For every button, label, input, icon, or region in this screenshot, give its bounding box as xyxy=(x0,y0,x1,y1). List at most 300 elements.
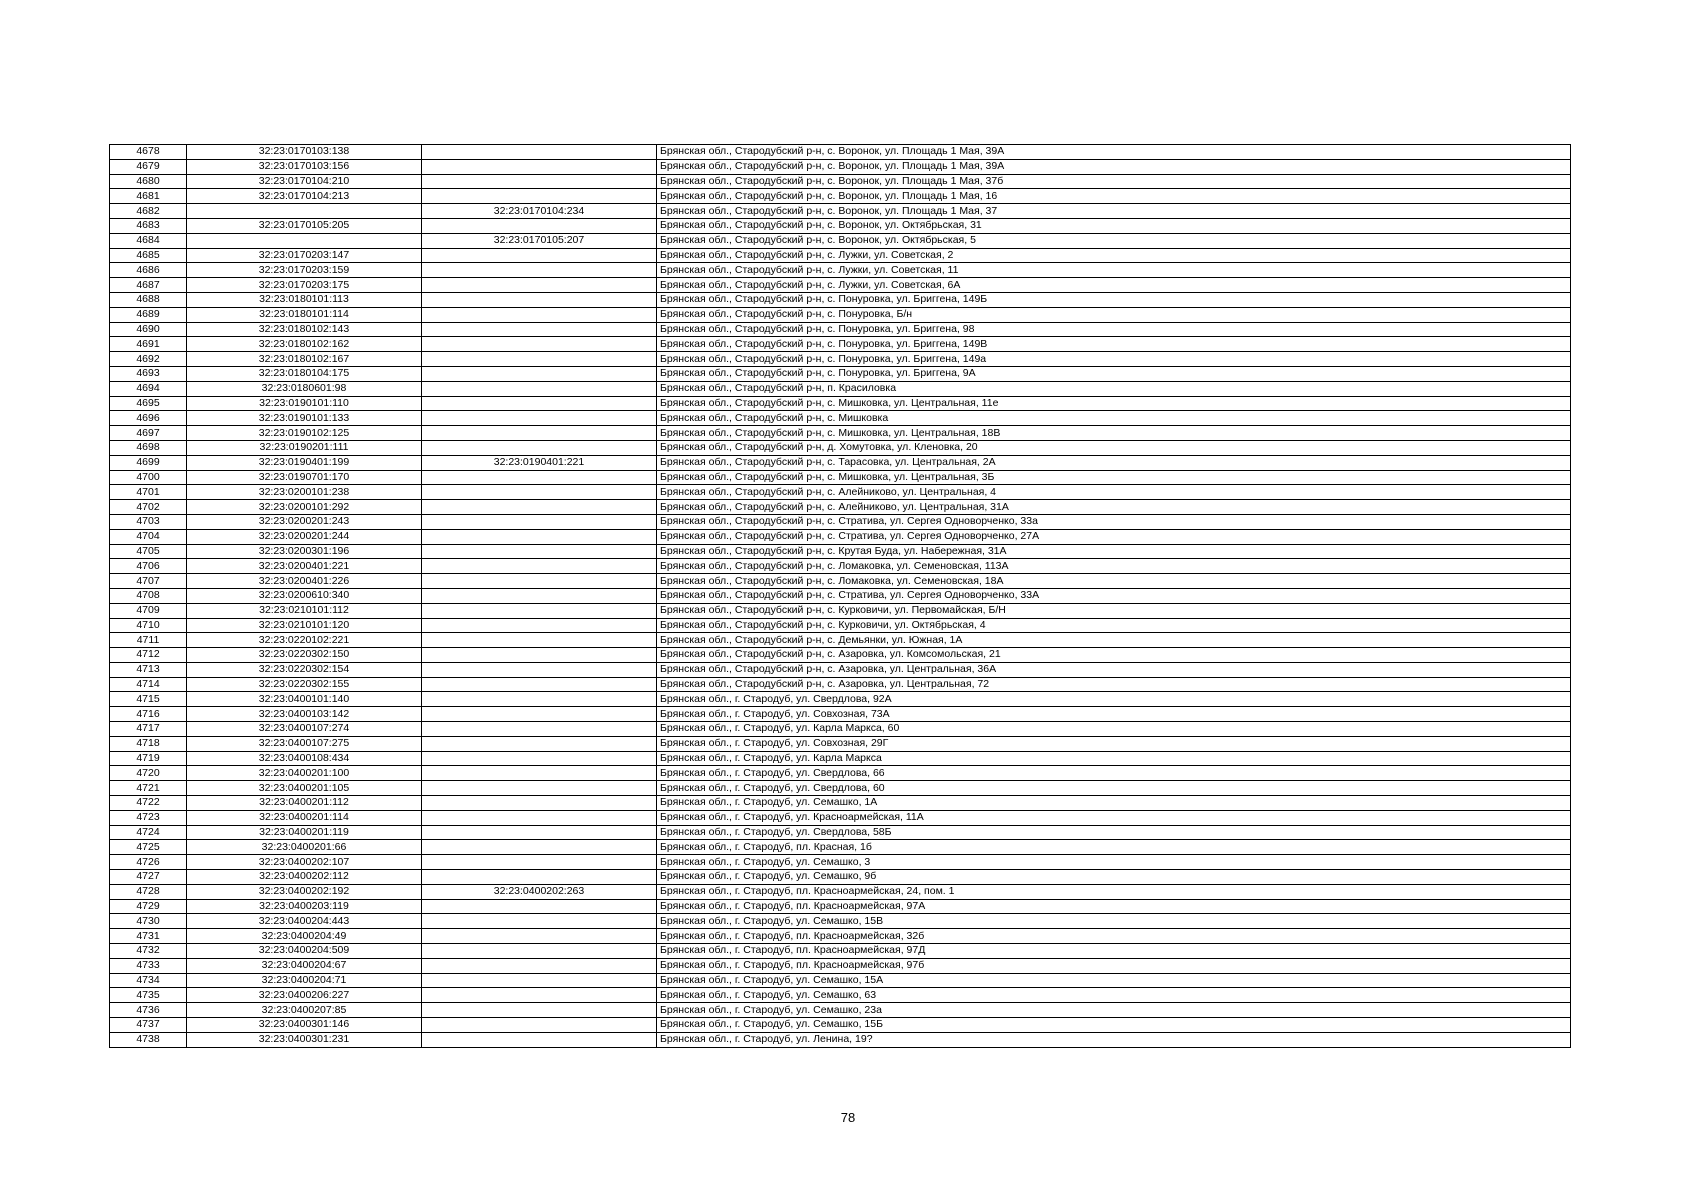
row-number-cell: 4691 xyxy=(110,337,187,352)
table-row xyxy=(110,944,1571,959)
table-row xyxy=(110,899,1571,914)
address-cell: Брянская обл., г. Стародуб, ул. Ленина, 19? xyxy=(657,1032,1571,1047)
table-row xyxy=(110,618,1571,633)
address-cell: Брянская обл., Стародубский р-н, с. Мишковка xyxy=(657,411,1571,426)
cadastral-number-cell: 32:23:0400204:71 xyxy=(187,973,422,988)
row-number-cell: 4718 xyxy=(110,736,187,751)
address-cell: Брянская обл., Стародубский р-н, с. Лужки, ул. Советская, 2 xyxy=(657,248,1571,263)
cadastral-number-cell: 32:23:0400203:119 xyxy=(187,899,422,914)
address-cell: Брянская обл., Стародубский р-н, с. Лужки, ул. Советская, 6А xyxy=(657,278,1571,293)
row-number-cell: 4680 xyxy=(110,174,187,189)
linked-cadastral-number-cell xyxy=(422,352,657,367)
row-number-cell: 4722 xyxy=(110,796,187,811)
address-cell: Брянская обл., Стародубский р-н, с. Мишковка, ул. Центральная, 3Б xyxy=(657,470,1571,485)
linked-cadastral-number-cell xyxy=(422,781,657,796)
cadastral-number-cell: 32:23:0170104:210 xyxy=(187,174,422,189)
table-row xyxy=(110,204,1571,219)
cadastral-number-cell: 32:23:0200301:196 xyxy=(187,544,422,559)
row-number-cell: 4714 xyxy=(110,677,187,692)
cadastral-number-cell: 32:23:0400204:49 xyxy=(187,929,422,944)
table-row xyxy=(110,840,1571,855)
linked-cadastral-number-cell xyxy=(422,929,657,944)
address-cell: Брянская обл., г. Стародуб, ул. Семашко, 3 xyxy=(657,855,1571,870)
table-row xyxy=(110,159,1571,174)
address-cell: Брянская обл., Стародубский р-н, с. Воронок, ул. Площадь 1 Мая, 39А xyxy=(657,145,1571,160)
cadastral-number-cell: 32:23:0180102:162 xyxy=(187,337,422,352)
table-row xyxy=(110,500,1571,515)
linked-cadastral-number-cell: 32:23:0190401:221 xyxy=(422,455,657,470)
cadastral-number-cell: 32:23:0400201:105 xyxy=(187,781,422,796)
address-cell: Брянская обл., Стародубский р-н, с. Воронок, ул. Площадь 1 Мая, 16 xyxy=(657,189,1571,204)
cadastral-number-cell: 32:23:0400204:67 xyxy=(187,958,422,973)
cadastral-number-cell: 32:23:0190101:133 xyxy=(187,411,422,426)
cadastral-number-cell: 32:23:0190401:199 xyxy=(187,455,422,470)
cadastral-number-cell: 32:23:0210101:120 xyxy=(187,618,422,633)
cadastral-number-cell: 32:23:0400108:434 xyxy=(187,751,422,766)
linked-cadastral-number-cell xyxy=(422,914,657,929)
row-number-cell: 4698 xyxy=(110,440,187,455)
address-cell: Брянская обл., г. Стародуб, пл. Красноармейская, 97Д xyxy=(657,944,1571,959)
address-cell: Брянская обл., г. Стародуб, ул. Семашко, 63 xyxy=(657,988,1571,1003)
address-cell: Брянская обл., г. Стародуб, ул. Карла Маркса xyxy=(657,751,1571,766)
cadastral-number-cell: 32:23:0190102:125 xyxy=(187,426,422,441)
row-number-cell: 4688 xyxy=(110,292,187,307)
table-row xyxy=(110,337,1571,352)
row-number-cell: 4687 xyxy=(110,278,187,293)
cadastral-number-cell: 32:23:0400201:119 xyxy=(187,825,422,840)
linked-cadastral-number-cell xyxy=(422,633,657,648)
cadastral-number-cell: 32:23:0200401:221 xyxy=(187,559,422,574)
address-cell: Брянская обл., Стародубский р-н, с. Понуровка, ул. Бриггена, 149Б xyxy=(657,292,1571,307)
address-cell: Брянская обл., г. Стародуб, ул. Семашко, 15А xyxy=(657,973,1571,988)
table-row xyxy=(110,707,1571,722)
address-cell: Брянская обл., Стародубский р-н, с. Стратива, ул. Сергея Одноворченко, 27А xyxy=(657,529,1571,544)
address-cell: Брянская обл., г. Стародуб, пл. Красноармейская, 32б xyxy=(657,929,1571,944)
table-row xyxy=(110,189,1571,204)
linked-cadastral-number-cell xyxy=(422,677,657,692)
linked-cadastral-number-cell xyxy=(422,411,657,426)
linked-cadastral-number-cell xyxy=(422,263,657,278)
address-cell: Брянская обл., Стародубский р-н, с. Крутая Буда, ул. Набережная, 31А xyxy=(657,544,1571,559)
cadastral-number-cell: 32:23:0400201:112 xyxy=(187,796,422,811)
table-row xyxy=(110,973,1571,988)
address-cell: Брянская обл., г. Стародуб, ул. Свердлова, 92А xyxy=(657,692,1571,707)
row-number-cell: 4710 xyxy=(110,618,187,633)
linked-cadastral-number-cell xyxy=(422,396,657,411)
linked-cadastral-number-cell xyxy=(422,988,657,1003)
row-number-cell: 4696 xyxy=(110,411,187,426)
table-row xyxy=(110,796,1571,811)
table-row xyxy=(110,988,1571,1003)
row-number-cell: 4708 xyxy=(110,588,187,603)
linked-cadastral-number-cell xyxy=(422,292,657,307)
row-number-cell: 4693 xyxy=(110,366,187,381)
table-row xyxy=(110,529,1571,544)
address-cell: Брянская обл., Стародубский р-н, д. Хомутовка, ул. Кленовка, 20 xyxy=(657,440,1571,455)
cadastral-number-cell: 32:23:0400301:146 xyxy=(187,1018,422,1033)
address-cell: Брянская обл., г. Стародуб, ул. Свердлова, 58Б xyxy=(657,825,1571,840)
cadastral-number-cell: 32:23:0400202:112 xyxy=(187,870,422,885)
linked-cadastral-number-cell xyxy=(422,1003,657,1018)
table-row xyxy=(110,307,1571,322)
linked-cadastral-number-cell xyxy=(422,485,657,500)
address-cell: Брянская обл., г. Стародуб, ул. Красноармейская, 11А xyxy=(657,810,1571,825)
address-cell: Брянская обл., г. Стародуб, ул. Совхозная, 29Г xyxy=(657,736,1571,751)
linked-cadastral-number-cell xyxy=(422,218,657,233)
linked-cadastral-number-cell xyxy=(422,840,657,855)
table-row xyxy=(110,574,1571,589)
address-cell: Брянская обл., г. Стародуб, ул. Свердлова, 60 xyxy=(657,781,1571,796)
address-cell: Брянская обл., Стародубский р-н, с. Тарасовка, ул. Центральная, 2А xyxy=(657,455,1571,470)
address-cell: Брянская обл., г. Стародуб, пл. Красная, 1б xyxy=(657,840,1571,855)
cadastral-number-cell: 32:23:0170104:213 xyxy=(187,189,422,204)
table-row xyxy=(110,278,1571,293)
cadastral-number-cell: 32:23:0400207:85 xyxy=(187,1003,422,1018)
row-number-cell: 4732 xyxy=(110,944,187,959)
linked-cadastral-number-cell xyxy=(422,248,657,263)
row-number-cell: 4728 xyxy=(110,884,187,899)
cadastral-number-cell: 32:23:0400204:443 xyxy=(187,914,422,929)
linked-cadastral-number-cell xyxy=(422,855,657,870)
address-cell: Брянская обл., Стародубский р-н, с. Воронок, ул. Площадь 1 Мая, 37 xyxy=(657,204,1571,219)
cadastral-number-cell: 32:23:0180101:114 xyxy=(187,307,422,322)
cadastral-number-cell: 32:23:0220302:154 xyxy=(187,662,422,677)
address-cell: Брянская обл., Стародубский р-н, с. Стратива, ул. Сергея Одноворченко, 33а xyxy=(657,514,1571,529)
linked-cadastral-number-cell xyxy=(422,618,657,633)
property-registry-table xyxy=(109,144,1571,1048)
cadastral-number-cell: 32:23:0190701:170 xyxy=(187,470,422,485)
address-cell: Брянская обл., г. Стародуб, ул. Семашко, 15Б xyxy=(657,1018,1571,1033)
row-number-cell: 4713 xyxy=(110,662,187,677)
row-number-cell: 4737 xyxy=(110,1018,187,1033)
address-cell: Брянская обл., Стародубский р-н, с. Понуровка, ул. Бриггена, 9А xyxy=(657,366,1571,381)
linked-cadastral-number-cell xyxy=(422,973,657,988)
table-row xyxy=(110,588,1571,603)
table-row xyxy=(110,218,1571,233)
linked-cadastral-number-cell xyxy=(422,514,657,529)
address-cell: Брянская обл., Стародубский р-н, с. Ломаковка, ул. Семеновская, 18А xyxy=(657,574,1571,589)
cadastral-number-cell: 32:23:0400103:142 xyxy=(187,707,422,722)
address-cell: Брянская обл., Стародубский р-н, с. Понуровка, ул. Бриггена, 149а xyxy=(657,352,1571,367)
cadastral-number-cell: 32:23:0400206:227 xyxy=(187,988,422,1003)
linked-cadastral-number-cell xyxy=(422,470,657,485)
row-number-cell: 4733 xyxy=(110,958,187,973)
table-row xyxy=(110,677,1571,692)
table-row xyxy=(110,455,1571,470)
address-cell: Брянская обл., Стародубский р-н, с. Алейниково, ул. Центральная, 31А xyxy=(657,500,1571,515)
cadastral-number-cell: 32:23:0180102:167 xyxy=(187,352,422,367)
row-number-cell: 4724 xyxy=(110,825,187,840)
linked-cadastral-number-cell xyxy=(422,381,657,396)
row-number-cell: 4736 xyxy=(110,1003,187,1018)
address-cell: Брянская обл., Стародубский р-н, с. Курковичи, ул. Первомайская, Б/Н xyxy=(657,603,1571,618)
row-number-cell: 4705 xyxy=(110,544,187,559)
linked-cadastral-number-cell xyxy=(422,751,657,766)
table-row xyxy=(110,544,1571,559)
cadastral-number-cell: 32:23:0200201:243 xyxy=(187,514,422,529)
table-row xyxy=(110,396,1571,411)
table-row xyxy=(110,263,1571,278)
cadastral-number-cell: 32:23:0400201:66 xyxy=(187,840,422,855)
row-number-cell: 4719 xyxy=(110,751,187,766)
table-row xyxy=(110,692,1571,707)
linked-cadastral-number-cell xyxy=(422,958,657,973)
table-row xyxy=(110,1032,1571,1047)
linked-cadastral-number-cell xyxy=(422,662,657,677)
cadastral-number-cell: 32:23:0200610:340 xyxy=(187,588,422,603)
table-row xyxy=(110,766,1571,781)
linked-cadastral-number-cell xyxy=(422,1018,657,1033)
linked-cadastral-number-cell xyxy=(422,559,657,574)
linked-cadastral-number-cell xyxy=(422,174,657,189)
linked-cadastral-number-cell xyxy=(422,159,657,174)
row-number-cell: 4711 xyxy=(110,633,187,648)
row-number-cell: 4727 xyxy=(110,870,187,885)
table-row xyxy=(110,781,1571,796)
table-row xyxy=(110,855,1571,870)
cadastral-number-cell: 32:23:0400301:231 xyxy=(187,1032,422,1047)
address-cell: Брянская обл., Стародубский р-н, п. Красиловка xyxy=(657,381,1571,396)
address-cell: Брянская обл., Стародубский р-н, с. Азаровка, ул. Центральная, 36А xyxy=(657,662,1571,677)
address-cell: Брянская обл., Стародубский р-н, с. Курковичи, ул. Октябрьская, 4 xyxy=(657,618,1571,633)
linked-cadastral-number-cell xyxy=(422,707,657,722)
row-number-cell: 4721 xyxy=(110,781,187,796)
linked-cadastral-number-cell xyxy=(422,426,657,441)
cadastral-number-cell: 32:23:0200101:292 xyxy=(187,500,422,515)
table-row xyxy=(110,914,1571,929)
table-row xyxy=(110,292,1571,307)
table-row xyxy=(110,381,1571,396)
row-number-cell: 4689 xyxy=(110,307,187,322)
table-row xyxy=(110,366,1571,381)
address-cell: Брянская обл., г. Стародуб, ул. Семашко, 15В xyxy=(657,914,1571,929)
address-cell: Брянская обл., Стародубский р-н, с. Стратива, ул. Сергея Одноворченко, 33А xyxy=(657,588,1571,603)
row-number-cell: 4704 xyxy=(110,529,187,544)
table-row xyxy=(110,174,1571,189)
cadastral-number-cell: 32:23:0400107:275 xyxy=(187,736,422,751)
address-cell: Брянская обл., Стародубский р-н, с. Понуровка, ул. Бриггена, 98 xyxy=(657,322,1571,337)
cadastral-number-cell: 32:23:0400101:140 xyxy=(187,692,422,707)
table-row xyxy=(110,648,1571,663)
table-row xyxy=(110,736,1571,751)
row-number-cell: 4725 xyxy=(110,840,187,855)
linked-cadastral-number-cell xyxy=(422,500,657,515)
page-number: 78 xyxy=(840,1110,856,1125)
table-row xyxy=(110,485,1571,500)
row-number-cell: 4682 xyxy=(110,204,187,219)
row-number-cell: 4723 xyxy=(110,810,187,825)
table-row xyxy=(110,633,1571,648)
table-row xyxy=(110,440,1571,455)
row-number-cell: 4694 xyxy=(110,381,187,396)
linked-cadastral-number-cell xyxy=(422,899,657,914)
row-number-cell: 4717 xyxy=(110,722,187,737)
cadastral-number-cell: 32:23:0170103:138 xyxy=(187,145,422,160)
row-number-cell: 4699 xyxy=(110,455,187,470)
row-number-cell: 4690 xyxy=(110,322,187,337)
table-row xyxy=(110,929,1571,944)
address-cell: Брянская обл., Стародубский р-н, с. Лужки, ул. Советская, 11 xyxy=(657,263,1571,278)
linked-cadastral-number-cell xyxy=(422,322,657,337)
address-cell: Брянская обл., г. Стародуб, пл. Красноармейская, 97А xyxy=(657,899,1571,914)
cadastral-number-cell: 32:23:0170105:205 xyxy=(187,218,422,233)
linked-cadastral-number-cell xyxy=(422,692,657,707)
cadastral-number-cell: 32:23:0400202:107 xyxy=(187,855,422,870)
linked-cadastral-number-cell xyxy=(422,648,657,663)
address-cell: Брянская обл., Стародубский р-н, с. Понуровка, Б/н xyxy=(657,307,1571,322)
table-row xyxy=(110,751,1571,766)
cadastral-number-cell: 32:23:0220302:150 xyxy=(187,648,422,663)
table-row xyxy=(110,233,1571,248)
table-row xyxy=(110,870,1571,885)
address-cell: Брянская обл., Стародубский р-н, с. Мишковка, ул. Центральная, 11е xyxy=(657,396,1571,411)
row-number-cell: 4709 xyxy=(110,603,187,618)
linked-cadastral-number-cell xyxy=(422,307,657,322)
address-cell: Брянская обл., Стародубский р-н, с. Ломаковка, ул. Семеновская, 113А xyxy=(657,559,1571,574)
row-number-cell: 4703 xyxy=(110,514,187,529)
linked-cadastral-number-cell xyxy=(422,870,657,885)
address-cell: Брянская обл., Стародубский р-н, с. Азаровка, ул. Центральная, 72 xyxy=(657,677,1571,692)
cadastral-number-cell: 32:23:0180102:143 xyxy=(187,322,422,337)
linked-cadastral-number-cell xyxy=(422,529,657,544)
linked-cadastral-number-cell xyxy=(422,588,657,603)
linked-cadastral-number-cell xyxy=(422,810,657,825)
table-row xyxy=(110,1018,1571,1033)
row-number-cell: 4707 xyxy=(110,574,187,589)
cadastral-number-cell: 32:23:0400204:509 xyxy=(187,944,422,959)
row-number-cell: 4726 xyxy=(110,855,187,870)
address-cell: Брянская обл., Стародубский р-н, с. Понуровка, ул. Бриггена, 149В xyxy=(657,337,1571,352)
row-number-cell: 4716 xyxy=(110,707,187,722)
cadastral-number-cell: 32:23:0190201:111 xyxy=(187,440,422,455)
row-number-cell: 4729 xyxy=(110,899,187,914)
linked-cadastral-number-cell xyxy=(422,944,657,959)
table-row xyxy=(110,426,1571,441)
address-cell: Брянская обл., г. Стародуб, пл. Красноармейская, 24, пом. 1 xyxy=(657,884,1571,899)
row-number-cell: 4735 xyxy=(110,988,187,1003)
row-number-cell: 4686 xyxy=(110,263,187,278)
cadastral-number-cell: 32:23:0200201:244 xyxy=(187,529,422,544)
cadastral-number-cell: 32:23:0400107:274 xyxy=(187,722,422,737)
row-number-cell: 4731 xyxy=(110,929,187,944)
address-cell: Брянская обл., г. Стародуб, ул. Семашко, 9б xyxy=(657,870,1571,885)
row-number-cell: 4678 xyxy=(110,145,187,160)
table-row xyxy=(110,810,1571,825)
cadastral-number-cell: 32:23:0200401:226 xyxy=(187,574,422,589)
cadastral-number-cell: 32:23:0170203:175 xyxy=(187,278,422,293)
linked-cadastral-number-cell xyxy=(422,766,657,781)
row-number-cell: 4720 xyxy=(110,766,187,781)
cadastral-number-cell xyxy=(187,204,422,219)
linked-cadastral-number-cell xyxy=(422,825,657,840)
cadastral-number-cell: 32:23:0170103:156 xyxy=(187,159,422,174)
row-number-cell: 4702 xyxy=(110,500,187,515)
row-number-cell: 4679 xyxy=(110,159,187,174)
table-row xyxy=(110,722,1571,737)
row-number-cell: 4700 xyxy=(110,470,187,485)
linked-cadastral-number-cell xyxy=(422,278,657,293)
row-number-cell: 4706 xyxy=(110,559,187,574)
linked-cadastral-number-cell xyxy=(422,796,657,811)
cadastral-number-cell: 32:23:0220102:221 xyxy=(187,633,422,648)
row-number-cell: 4712 xyxy=(110,648,187,663)
address-cell: Брянская обл., г. Стародуб, ул. Семашко, 1А xyxy=(657,796,1571,811)
table-row xyxy=(110,145,1571,160)
row-number-cell: 4734 xyxy=(110,973,187,988)
linked-cadastral-number-cell xyxy=(422,440,657,455)
table-row xyxy=(110,884,1571,899)
table-row xyxy=(110,411,1571,426)
row-number-cell: 4685 xyxy=(110,248,187,263)
cadastral-number-cell: 32:23:0200101:238 xyxy=(187,485,422,500)
table-row xyxy=(110,662,1571,677)
linked-cadastral-number-cell xyxy=(422,722,657,737)
address-cell: Брянская обл., Стародубский р-н, с. Воронок, ул. Октябрьская, 5 xyxy=(657,233,1571,248)
address-cell: Брянская обл., Стародубский р-н, с. Воронок, ул. Площадь 1 Мая, 39А xyxy=(657,159,1571,174)
linked-cadastral-number-cell xyxy=(422,736,657,751)
cadastral-number-cell xyxy=(187,233,422,248)
row-number-cell: 4692 xyxy=(110,352,187,367)
row-number-cell: 4697 xyxy=(110,426,187,441)
cadastral-number-cell: 32:23:0180601:98 xyxy=(187,381,422,396)
linked-cadastral-number-cell xyxy=(422,544,657,559)
row-number-cell: 4681 xyxy=(110,189,187,204)
table-row xyxy=(110,825,1571,840)
linked-cadastral-number-cell xyxy=(422,603,657,618)
linked-cadastral-number-cell: 32:23:0170104:234 xyxy=(422,204,657,219)
linked-cadastral-number-cell xyxy=(422,1032,657,1047)
linked-cadastral-number-cell: 32:23:0400202:263 xyxy=(422,884,657,899)
address-cell: Брянская обл., г. Стародуб, ул. Совхозная, 73А xyxy=(657,707,1571,722)
cadastral-number-cell: 32:23:0170203:147 xyxy=(187,248,422,263)
row-number-cell: 4684 xyxy=(110,233,187,248)
address-cell: Брянская обл., г. Стародуб, пл. Красноармейская, 97б xyxy=(657,958,1571,973)
linked-cadastral-number-cell xyxy=(422,189,657,204)
row-number-cell: 4695 xyxy=(110,396,187,411)
address-cell: Брянская обл., Стародубский р-н, с. Воронок, ул. Октябрьская, 31 xyxy=(657,218,1571,233)
row-number-cell: 4738 xyxy=(110,1032,187,1047)
cadastral-number-cell: 32:23:0220302:155 xyxy=(187,677,422,692)
linked-cadastral-number-cell xyxy=(422,366,657,381)
address-cell: Брянская обл., Стародубский р-н, с. Воронок, ул. Площадь 1 Мая, 37б xyxy=(657,174,1571,189)
cadastral-number-cell: 32:23:0400201:114 xyxy=(187,810,422,825)
row-number-cell: 4730 xyxy=(110,914,187,929)
table-row xyxy=(110,514,1571,529)
address-cell: Брянская обл., г. Стародуб, ул. Свердлова, 66 xyxy=(657,766,1571,781)
address-cell: Брянская обл., г. Стародуб, ул. Карла Маркса, 60 xyxy=(657,722,1571,737)
cadastral-number-cell: 32:23:0180101:113 xyxy=(187,292,422,307)
address-cell: Брянская обл., Стародубский р-н, с. Демьянки, ул. Южная, 1А xyxy=(657,633,1571,648)
table-row xyxy=(110,603,1571,618)
cadastral-number-cell: 32:23:0190101:110 xyxy=(187,396,422,411)
registry-table-body xyxy=(110,145,1571,1048)
row-number-cell: 4715 xyxy=(110,692,187,707)
cadastral-number-cell: 32:23:0400202:192 xyxy=(187,884,422,899)
table-row xyxy=(110,470,1571,485)
linked-cadastral-number-cell xyxy=(422,145,657,160)
address-cell: Брянская обл., Стародубский р-н, с. Алейниково, ул. Центральная, 4 xyxy=(657,485,1571,500)
linked-cadastral-number-cell xyxy=(422,337,657,352)
linked-cadastral-number-cell xyxy=(422,574,657,589)
table-row xyxy=(110,559,1571,574)
address-cell: Брянская обл., Стародубский р-н, с. Мишковка, ул. Центральная, 18В xyxy=(657,426,1571,441)
table-row xyxy=(110,352,1571,367)
address-cell: Брянская обл., г. Стародуб, ул. Семашко, 23а xyxy=(657,1003,1571,1018)
address-cell: Брянская обл., Стародубский р-н, с. Азаровка, ул. Комсомольская, 21 xyxy=(657,648,1571,663)
table-row xyxy=(110,248,1571,263)
cadastral-number-cell: 32:23:0170203:159 xyxy=(187,263,422,278)
cadastral-number-cell: 32:23:0180104:175 xyxy=(187,366,422,381)
